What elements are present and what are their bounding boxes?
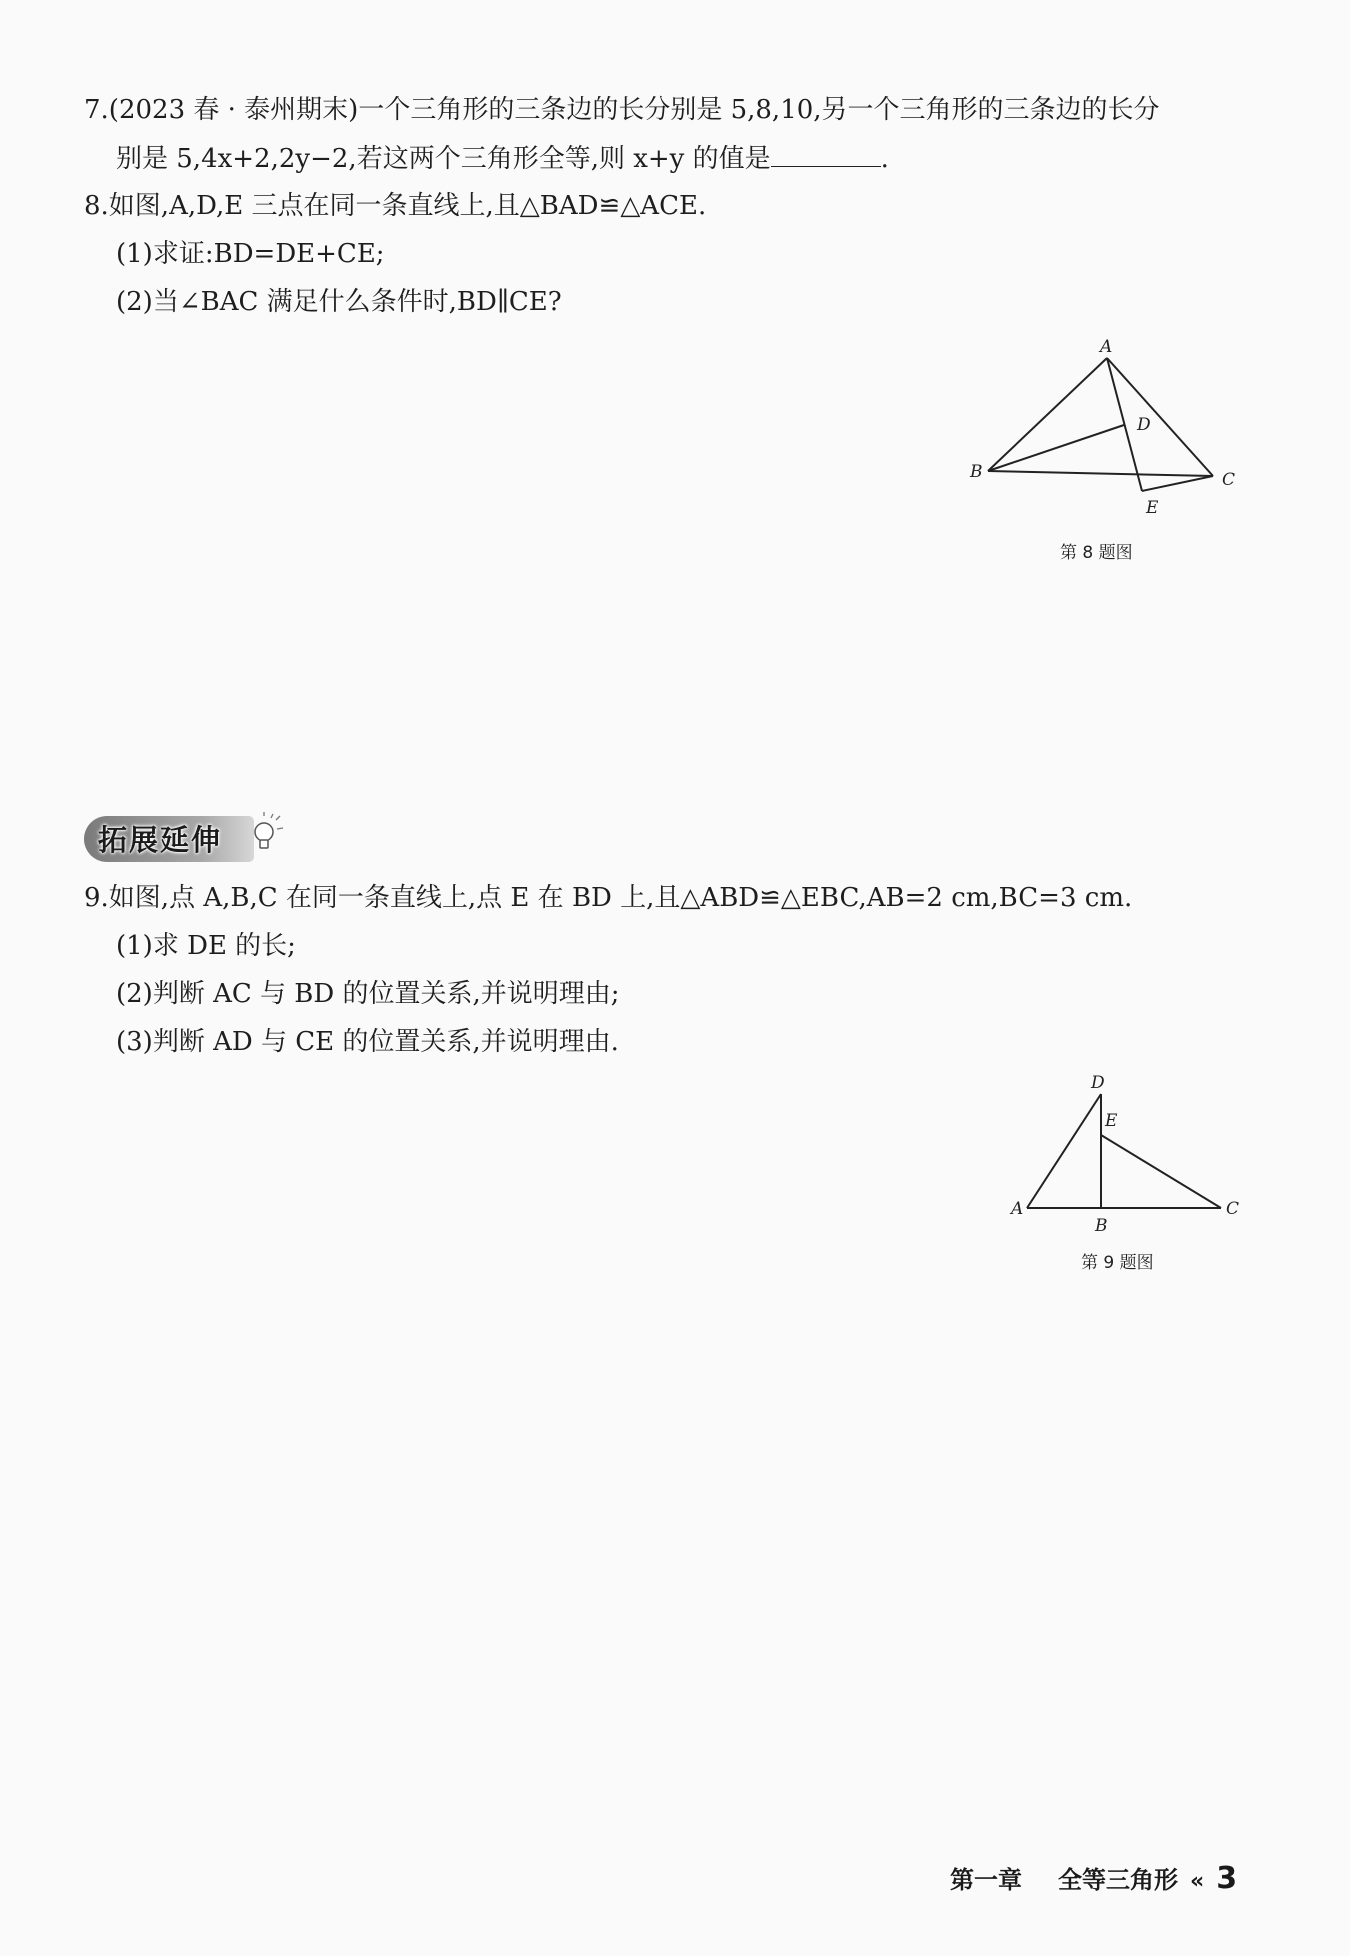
segment-bd bbox=[988, 425, 1124, 471]
problem-9-question-1: (1)求 DE 的长; bbox=[116, 931, 296, 961]
point-label-e: E bbox=[1105, 1111, 1118, 1131]
segment-ce bbox=[1142, 476, 1213, 491]
problem-8-stem: 8.如图,A,D,E 三点在同一条直线上,且△BAD≌△ACE. bbox=[84, 191, 707, 221]
figure-9-caption: 第 9 题图 bbox=[1081, 1253, 1154, 1273]
point-label-e: E bbox=[1146, 498, 1159, 518]
segment-ad bbox=[1027, 1094, 1101, 1208]
lightbulb-icon bbox=[252, 812, 284, 858]
problem-7-line-1: 7.(2023 春 · 泰州期末)一个三角形的三条边的长分别是 5,8,10,另一个三角形的三条边的长分 bbox=[84, 95, 1160, 125]
section-title: 拓展延伸 bbox=[98, 823, 223, 857]
page-number: 3 bbox=[1216, 1861, 1238, 1896]
figure-8-caption: 第 8 题图 bbox=[1060, 543, 1133, 563]
page-footer bbox=[950, 1860, 1237, 1896]
point-label-b: B bbox=[970, 462, 983, 482]
chevron-left-icon: « bbox=[1190, 1869, 1205, 1894]
problem-9-stem: 9.如图,点 A,B,C 在同一条直线上,点 E 在 BD 上,且△ABD≌△EBC,AB=2 cm,BC=3 cm. bbox=[84, 883, 1133, 913]
problem-8-question-2: (2)当∠BAC 满足什么条件时,BD∥CE? bbox=[116, 287, 562, 317]
segment-ce bbox=[1101, 1135, 1221, 1208]
point-label-a: A bbox=[1011, 1199, 1024, 1219]
point-label-b: B bbox=[1095, 1216, 1108, 1236]
point-label-c: C bbox=[1222, 470, 1236, 490]
point-label-a: A bbox=[1100, 337, 1113, 357]
point-label-c: C bbox=[1226, 1199, 1240, 1219]
problem-7-line-2-text: 别是 5,4x+2,2y−2,若这两个三角形全等,则 x+y 的值是 bbox=[116, 144, 771, 174]
triangle-figure-8 bbox=[960, 330, 1250, 530]
section-banner bbox=[84, 808, 272, 866]
segment-ab bbox=[988, 358, 1107, 471]
point-label-d: D bbox=[1137, 415, 1151, 435]
problem-9-figure bbox=[1005, 1068, 1255, 1288]
problem-7-line-2 bbox=[116, 140, 889, 177]
segment-bc bbox=[988, 471, 1213, 476]
answer-blank bbox=[771, 140, 881, 167]
problem-9-question-3: (3)判断 AD 与 CE 的位置关系,并说明理由. bbox=[116, 1027, 619, 1057]
problem-8-question-1: (1)求证:BD=DE+CE; bbox=[116, 239, 385, 269]
chapter-label: 第一章 bbox=[950, 1866, 1022, 1894]
problem-9-question-2: (2)判断 AC 与 BD 的位置关系,并说明理由; bbox=[116, 979, 620, 1009]
chapter-title: 全等三角形 bbox=[1058, 1866, 1178, 1894]
problem-8-figure bbox=[960, 330, 1250, 570]
triangle-figure-9 bbox=[1005, 1068, 1255, 1238]
problem-7-period: . bbox=[880, 144, 889, 174]
point-label-d: D bbox=[1091, 1073, 1105, 1093]
